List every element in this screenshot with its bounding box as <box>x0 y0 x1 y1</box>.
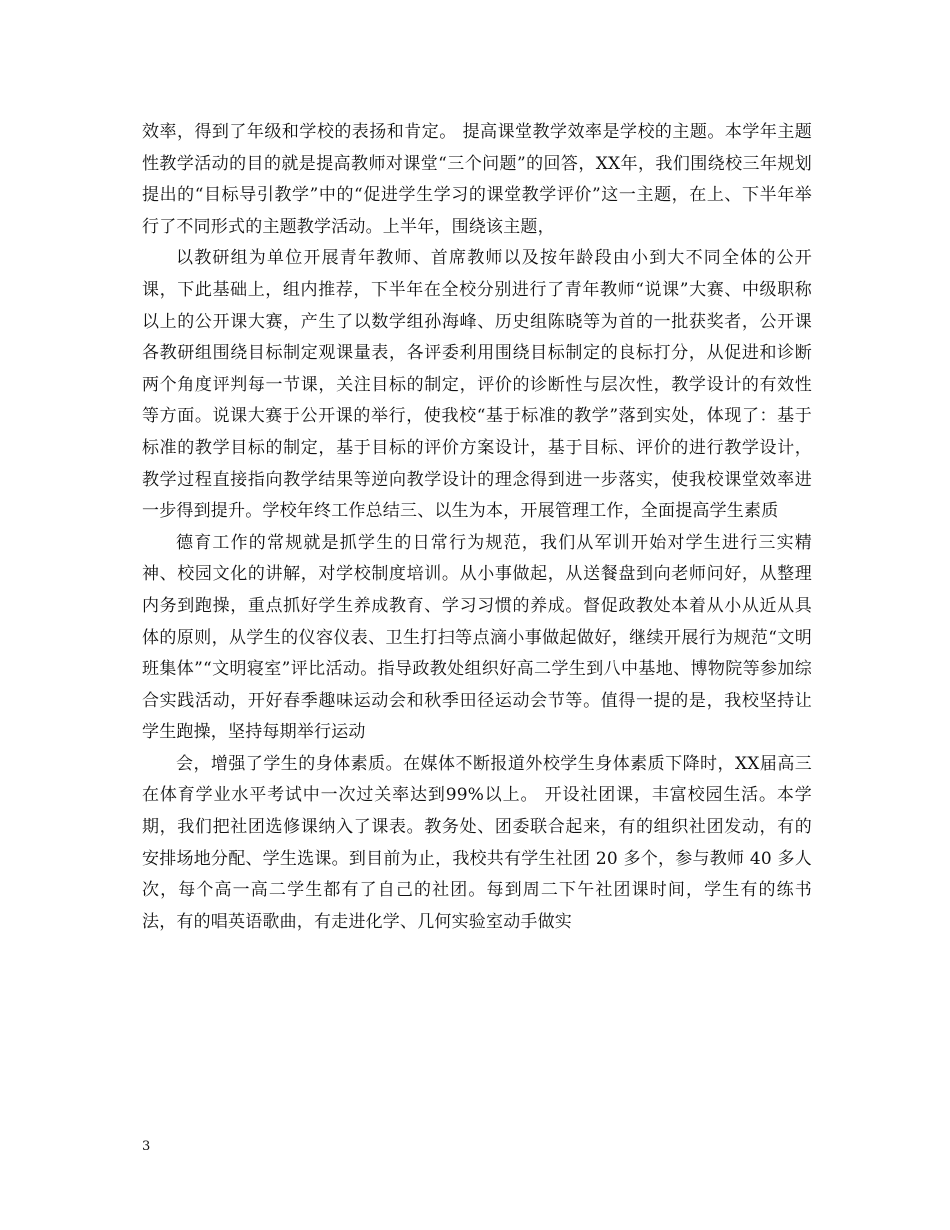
paragraph-3: 德育工作的常规就是抓学生的日常行为规范，我们从军训开始对学生进行三实精神、校园文化的讲解，对学校制度培训。从小事做起，从送餐盘到向老师问好，从整理内务到跑操，重点抓好学生养成教育、学习习惯的养成。督促政教处本着从小从近从具体的原则，从学生的仪容仪表、卫生打扫等点滴小事做起做好，继续开展行为规范“文明班集体”“文明寝室”评比活动。指导政教处组织好高二学生到八中基地、博物院等参加综合实践活动，开好春季趣味运动会和秋季田径运动会节等。值得一提的是，我校坚持让学生跑操，坚持每期举行运动 <box>142 532 812 743</box>
body-text <box>142 117 812 938</box>
page-number: 3 <box>142 1139 151 1154</box>
paragraph-2: 以教研组为单位开展青年教师、首席教师以及按年龄段由小到大不同全体的公开课，下此基础上，组内推荐，下半年在全校分别进行了青年教师“说课”大赛、中级职称以上的公开课大赛，产生了以数学组孙海峰、历史组陈晓等为首的一批获奖者，公开课各教研组围绕目标制定观课量表，各评委利用围绕目标制定的良标打分，从促进和诊断两个角度评判每一节课，关注目标的制定，评价的诊断性与层次性，教学设计的有效性等方面。说课大赛于公开课的举行，使我校“基于标准的教学”落到实处，体现了：基于标准的教学目标的制定，基于目标的评价方案设计，基于目标、评价的进行教学设计，教学过程直接指向教学结果等逆向教学设计的理念得到进一步落实，使我校课堂效率进一步得到提升。学校年终工作总结三、以生为本，开展管理工作，全面提高学生素质 <box>142 248 812 522</box>
paragraph-1: 效率，得到了年级和学校的表扬和肯定。 提高课堂教学效率是学校的主题。本学年主题性教学活动的目的就是提高教师对课堂“三个问题”的回答，XX年，我们围绕校三年规划提出的“目标导引教学”中的“促进学生学习的课堂教学评价”这一主题，在上、下半年举行了不同形式的主题教学活动。上半年，围绕该主题， <box>142 122 812 237</box>
paragraph-4: 会，增强了学生的身体素质。在媒体不断报道外校学生身体素质下降时，XX届高三在体育学业水平考试中一次过关率达到99%以上。 开设社团课，丰富校园生活。本学期，我们把社团选修课纳入了课表。教务处、团委联合起来，有的组织社团发动，有的安排场地分配、学生选课。到目前为止，我校共有学生社团 20 多个，参与教师 40 多人次，每个高一高二学生都有了自己的社团。每到周二下午社团课时间，学生有的练书法，有的唱英语歌曲，有走进化学、几何实验室动手做实 <box>142 753 812 932</box>
